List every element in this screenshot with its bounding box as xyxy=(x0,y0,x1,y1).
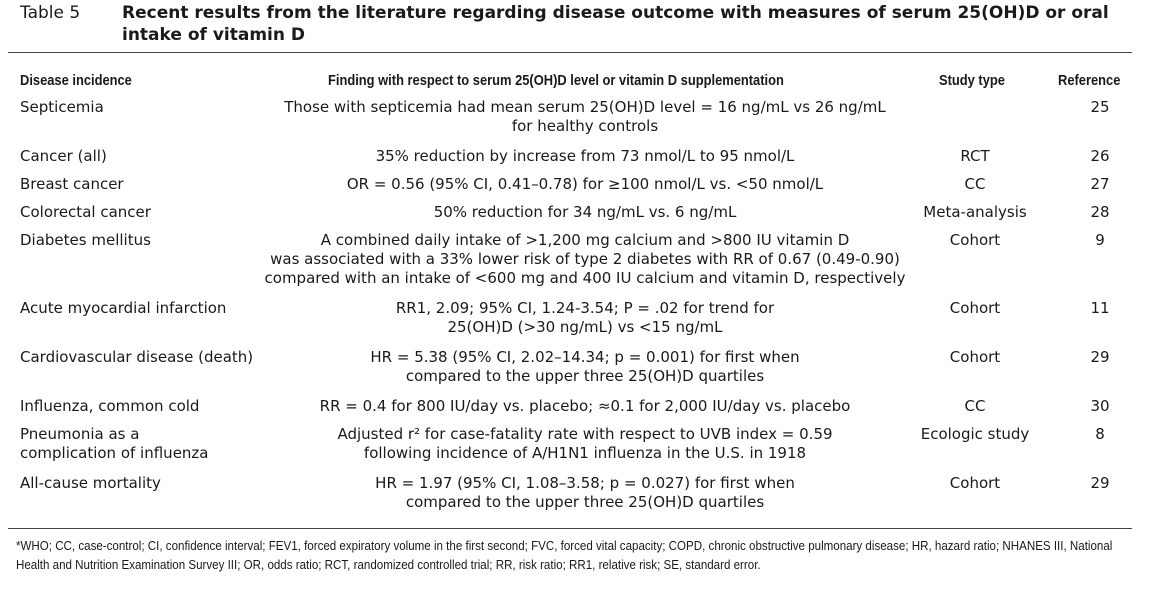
cell-finding-line: 35% reduction by increase from 73 nmol/L to 95 nmol/L xyxy=(375,147,795,165)
cell-finding-line: compared to the upper three 25(OH)D quartiles xyxy=(405,367,765,385)
cell-study-type: RCT xyxy=(960,147,990,165)
footnote-line: Health and Nutrition Examination Survey III; OR, odds ratio; RCT, randomized controlled trial; RR, risk ratio; RR1, relative risk; SE, standard error. xyxy=(16,557,761,572)
cell-disease-line: Influenza, common cold xyxy=(20,397,200,415)
cell-finding-line: was associated with a 33% lower risk of type 2 diabetes with RR of 0.67 (0.49-0.90) xyxy=(270,250,900,268)
cell-finding-line: 50% reduction for 34 ng/mL vs. 6 ng/mL xyxy=(433,203,737,221)
cell-study-type: Cohort xyxy=(949,474,1001,492)
cell-disease-line: Acute myocardial infarction xyxy=(20,299,227,317)
cell-finding-line: Adjusted r² for case-fatality rate with respect to UVB index = 0.59 xyxy=(337,425,833,443)
cell-finding xyxy=(245,147,925,166)
cell-disease xyxy=(20,425,270,463)
cell-study-type: Meta-analysis xyxy=(923,203,1027,221)
table-label: Table 5 xyxy=(20,3,81,23)
header-study-type: Study type xyxy=(939,72,1005,89)
cell-disease-line: All-cause mortality xyxy=(20,474,161,492)
cell-disease-line: Septicemia xyxy=(20,98,104,116)
cell-finding-line: HR = 5.38 (95% CI, 2.02–14.34; p = 0.001) for first when xyxy=(370,348,800,366)
cell-reference: 8 xyxy=(1095,425,1105,443)
cell-reference: 30 xyxy=(1090,397,1110,415)
cell-reference: 29 xyxy=(1090,348,1110,366)
cell-study-type: Cohort xyxy=(949,348,1001,366)
cell-reference: 27 xyxy=(1090,175,1110,193)
cell-finding-line: compared with an intake of <600 mg and 400 IU calcium and vitamin D, respectively xyxy=(264,269,906,287)
cell-finding xyxy=(245,348,925,386)
cell-finding xyxy=(245,397,925,416)
cell-finding xyxy=(245,474,925,512)
cell-reference: 9 xyxy=(1095,231,1105,249)
header-finding: Finding with respect to serum 25(OH)D level or vitamin D supplementation xyxy=(328,72,784,89)
cell-finding-line: OR = 0.56 (95% CI, 0.41–0.78) for ≥100 nmol/L vs. <50 nmol/L xyxy=(346,175,824,193)
cell-disease-line: Cardiovascular disease (death) xyxy=(20,348,254,366)
cell-disease-line: Pneumonia as a xyxy=(20,425,140,443)
footnote-line: *WHO; CC, case-control; CI, confidence interval; FEV1, forced expiratory volume in the first second; FVC, forced vital capacity; COPD, chronic obstructive pulmonary disease; HR, hazard ratio; NHANES III, National xyxy=(16,538,1113,553)
cell-finding-line: compared to the upper three 25(OH)D quartiles xyxy=(405,493,765,511)
table-footnote xyxy=(16,536,1120,574)
cell-finding-line: for healthy controls xyxy=(511,117,659,135)
cell-finding-line: Those with septicemia had mean serum 25(OH)D level = 16 ng/mL vs 26 ng/mL xyxy=(284,98,886,116)
cell-finding xyxy=(245,299,925,337)
header-reference: Reference xyxy=(1058,72,1121,89)
cell-finding xyxy=(245,98,925,136)
cell-study-type: Ecologic study xyxy=(920,425,1030,443)
bottom-rule xyxy=(8,528,1132,529)
cell-disease-line: Breast cancer xyxy=(20,175,124,193)
cell-reference: 29 xyxy=(1090,474,1110,492)
cell-disease xyxy=(20,175,270,194)
cell-finding xyxy=(245,231,925,288)
cell-finding xyxy=(245,425,925,463)
top-rule xyxy=(8,52,1132,53)
cell-reference: 26 xyxy=(1090,147,1110,165)
cell-study-type: Cohort xyxy=(949,299,1001,317)
cell-disease xyxy=(20,98,270,117)
cell-reference: 28 xyxy=(1090,203,1110,221)
cell-reference: 25 xyxy=(1090,98,1110,116)
cell-finding xyxy=(245,175,925,194)
cell-finding-line: RR1, 2.09; 95% CI, 1.24-3.54; P = .02 for trend for xyxy=(395,299,775,317)
cell-finding-line: 25(OH)D (>30 ng/mL) vs <15 ng/mL xyxy=(447,318,723,336)
cell-disease xyxy=(20,397,270,416)
cell-disease-line: complication of influenza xyxy=(20,444,209,462)
table-title: Recent results from the literature regarding disease outcome with measures of serum 25(OH)D or oral intake of vitamin D xyxy=(122,3,1109,45)
cell-study-type: CC xyxy=(964,175,986,193)
cell-finding-line: following incidence of A/H1N1 influenza in the U.S. in 1918 xyxy=(363,444,807,462)
cell-disease-line: Cancer (all) xyxy=(20,147,107,165)
cell-finding-line: A combined daily intake of >1,200 mg calcium and >800 IU vitamin D xyxy=(320,231,850,249)
cell-finding-line: HR = 1.97 (95% CI, 1.08–3.58; p = 0.027) for first when xyxy=(375,474,795,492)
cell-disease xyxy=(20,348,270,367)
cell-reference: 11 xyxy=(1090,299,1110,317)
cell-disease xyxy=(20,474,270,493)
cell-study-type: Cohort xyxy=(949,231,1001,249)
cell-finding-line: RR = 0.4 for 800 IU/day vs. placebo; ≈0.1 for 2,000 IU/day vs. placebo xyxy=(319,397,851,415)
cell-disease xyxy=(20,299,270,318)
cell-disease xyxy=(20,203,270,222)
cell-disease xyxy=(20,231,270,250)
cell-disease-line: Colorectal cancer xyxy=(20,203,151,221)
cell-study-type: CC xyxy=(964,397,986,415)
header-disease: Disease incidence xyxy=(20,72,132,89)
cell-finding xyxy=(245,203,925,222)
cell-disease xyxy=(20,147,270,166)
cell-disease-line: Diabetes mellitus xyxy=(20,231,151,249)
